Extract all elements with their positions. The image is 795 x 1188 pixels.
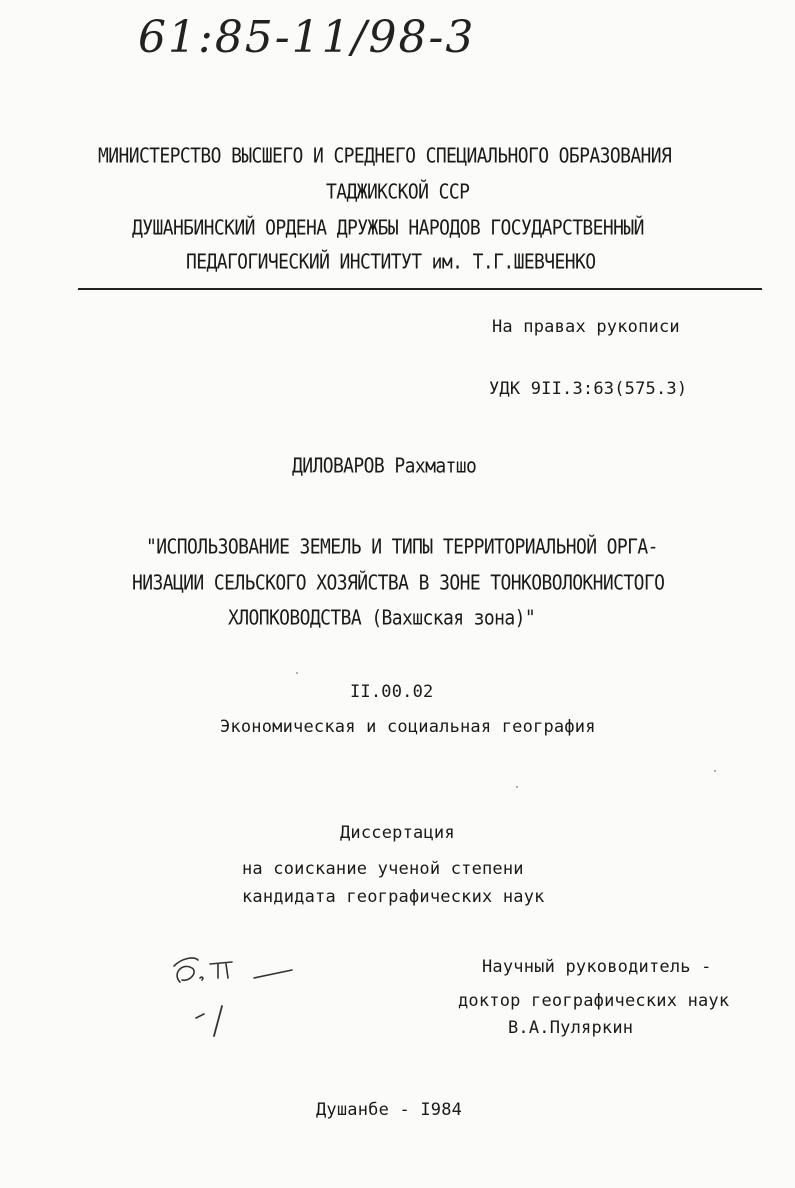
scan-speck [714,770,716,772]
title-line-3: ХЛОПКОВОДСТВА (Вахшская зона)" [228,606,536,631]
dissertation-purpose-line1: на соискание ученой степени [242,859,524,879]
specialty-name: Экономическая и социальная география [220,717,596,737]
header-institute-line2: ПЕДАГОГИЧЕСКИЙ ИНСТИТУТ им. Т.Г.ШЕВЧЕНКО [186,250,596,275]
specialty-code: II.00.02 [350,682,434,702]
header-ministry: МИНИСТЕРСТВО ВЫСШЕГО И СРЕДНЕГО СПЕЦИАЛЬНОГО ОБРАЗОВАНИЯ [98,144,672,169]
scan-speck [296,672,298,674]
manuscript-note: На правах рукописи [492,317,680,337]
header-divider [78,288,762,290]
supervisor-role: Научный руководитель - [482,957,712,977]
header-institute-line1: ДУШАНБИНСКИЙ ОРДЕНА ДРУЖБЫ НАРОДОВ ГОСУДАРСТВЕННЫЙ [132,216,644,241]
handwritten-archive-code: 61:85-11/98-3 [138,12,476,63]
title-line-1: "ИСПОЛЬЗОВАНИЕ ЗЕМЕЛЬ И ТИПЫ ТЕРРИТОРИАЛЬНОЙ ОРГА- [146,535,658,560]
title-line-2: НИЗАЦИИ СЕЛЬСКОГО ХОЗЯЙСТВА В ЗОНЕ ТОНКОВОЛОКНИСТОГО [132,571,665,596]
dissertation-purpose-line2: кандидата географических наук [242,887,545,907]
supervisor-name: В.А.Пуляркин [508,1018,634,1038]
author-name: ДИЛОВАРОВ Рахматшо [292,454,477,479]
supervisor-degree: доктор географических наук [458,991,730,1011]
handwritten-signature [168,948,308,1048]
udc-code: УДК 9II.3:63(575.3) [489,379,688,399]
header-republic: ТАДЖИКСКОЙ ССР [326,180,470,205]
dissertation-type: Диссертация [340,823,455,843]
place-and-year: Душанбе - I984 [316,1100,463,1120]
scan-speck [516,786,518,788]
